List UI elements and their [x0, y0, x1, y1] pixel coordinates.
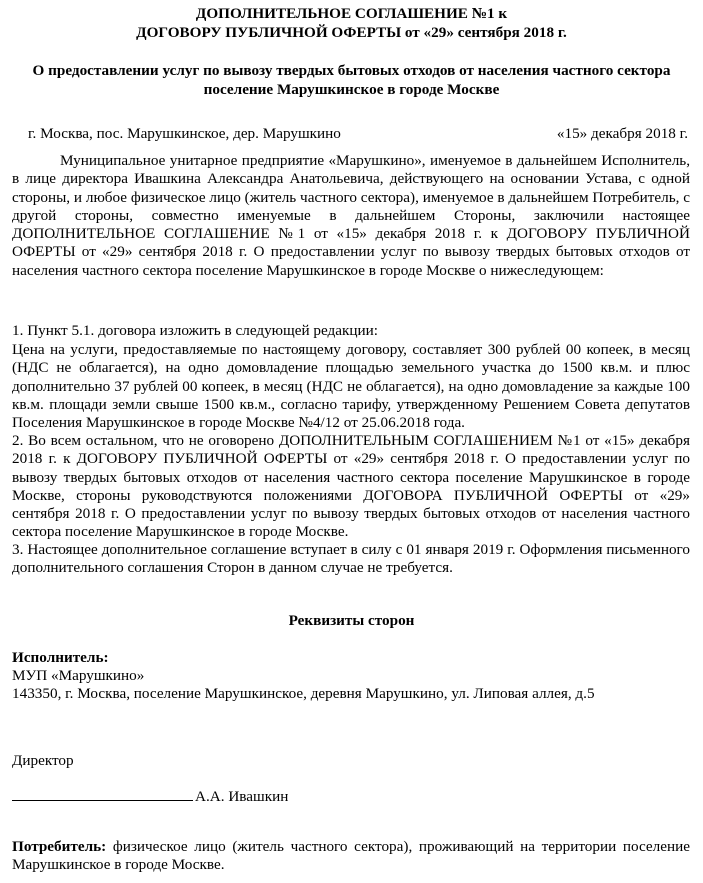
signature-row: [12, 786, 288, 806]
clause-2: 2. Во всем остальном, что не оговорено ДОПОЛНИТЕЛЬНЫМ СОГЛАШЕНИЕМ №1 от «15» декабря 2018 г. к ДОГОВОРУ ПУБЛИЧНОЙ ОФЕРТЫ от «29» сентября 2018 г. О предоставлении услуг по вывозу твердых бытовых отходов от населения частного сектора поселение Марушкинское в городе Москве, стороны руководствуются положениями ДОГОВОРА ПУБЛИЧНОЙ ОФЕРТЫ от «29» сентября 2018 г. О предоставлении услуг по вывозу твердых бытовых отходов от населения частного сектора поселение Марушкинское в городе Москве.: [12, 432, 690, 541]
clause-3: 3. Настоящее дополнительное соглашение вступает в силу с 01 января 2019 г. Оформления письменного дополнительного соглашения Сторон в данном случае не требуется.: [12, 541, 690, 577]
signature-line: [12, 786, 193, 801]
preamble-paragraph: Муниципальное унитарное предприятие «Марушкино», именуемое в дальнейшем Исполнитель, в лице директора Ивашкина Александра Анатольевича, действующего на основании Устава, с одной стороны, и любое физическое лицо (житель частного сектора), именуемое в дальнейшем Потребитель, с другой стороны, совместно именуемые в дальнейшем Стороны, заключили настоящее ДОПОЛНИТЕЛЬНОЕ СОГЛАШЕНИЕ №1 от «15» декабря 2018 г. к ДОГОВОРУ ПУБЛИЧНОЙ ОФЕРТЫ от «29» сентября 2018 г. О предоставлении услуг по вывозу твердых бытовых отходов от населения частного сектора поселение Марушкинское в городе Москве о нижеследующем:: [12, 152, 690, 279]
place-date-row: [28, 124, 688, 143]
date-text: «15» декабря 2018 г.: [556, 125, 688, 142]
executor-name: МУП «Марушкино»: [12, 667, 145, 684]
consumer-text: физическое лицо (житель частного сектора), проживающий на территории поселение Марушкинское в городе Москве.: [12, 838, 690, 874]
title-line-1: ДОПОЛНИТЕЛЬНОЕ СОГЛАШЕНИЕ №1 к: [195, 5, 508, 22]
document-title: [0, 4, 703, 42]
place-text: г. Москва, пос. Марушкинское, дер. Марушкино: [28, 125, 341, 142]
consumer-label: Потребитель:: [12, 838, 107, 855]
document-subtitle: [0, 61, 703, 99]
executor-address: 143350, г. Москва, поселение Марушкинское, деревня Марушкино, ул. Липовая аллея, д.5: [12, 685, 595, 702]
executor-label: Исполнитель:: [12, 649, 109, 666]
subtitle-line-1: О предоставлении услуг по вывозу твердых бытовых отходов от населения частного сектора: [32, 62, 671, 79]
requisites-heading: Реквизиты сторон: [288, 612, 415, 629]
subtitle-line-2: поселение Марушкинское в городе Москве: [203, 81, 500, 98]
director-signature-name: А.А. Ивашкин: [195, 788, 289, 805]
title-line-2: ДОГОВОРУ ПУБЛИЧНОЙ ОФЕРТЫ от «29» сентября 2018 г.: [136, 24, 567, 41]
consumer-paragraph: [12, 838, 690, 875]
clause-1-heading: 1. Пункт 5.1. договора изложить в следующей редакции:: [12, 322, 378, 339]
clause-1-body: Цена на услуги, предоставляемые по настоящему договору, составляет 300 рублей 00 копеек, в месяц (НДС не облагается), на одно домовладение площадью земельного участка до 1500 кв.м. и плюс дополнительно 37 рублей 00 копеек, в месяц (НДС не облагается), на одно домовладение за каждые 100 кв.м. площади земли свыше 1500 кв.м., согласно тарифу, утвержденному Решением Совета депутатов Поселения Марушкинское в городе Москве №4/12 от 25.06.2018 года.: [12, 341, 690, 432]
director-title: Директор: [12, 752, 74, 769]
